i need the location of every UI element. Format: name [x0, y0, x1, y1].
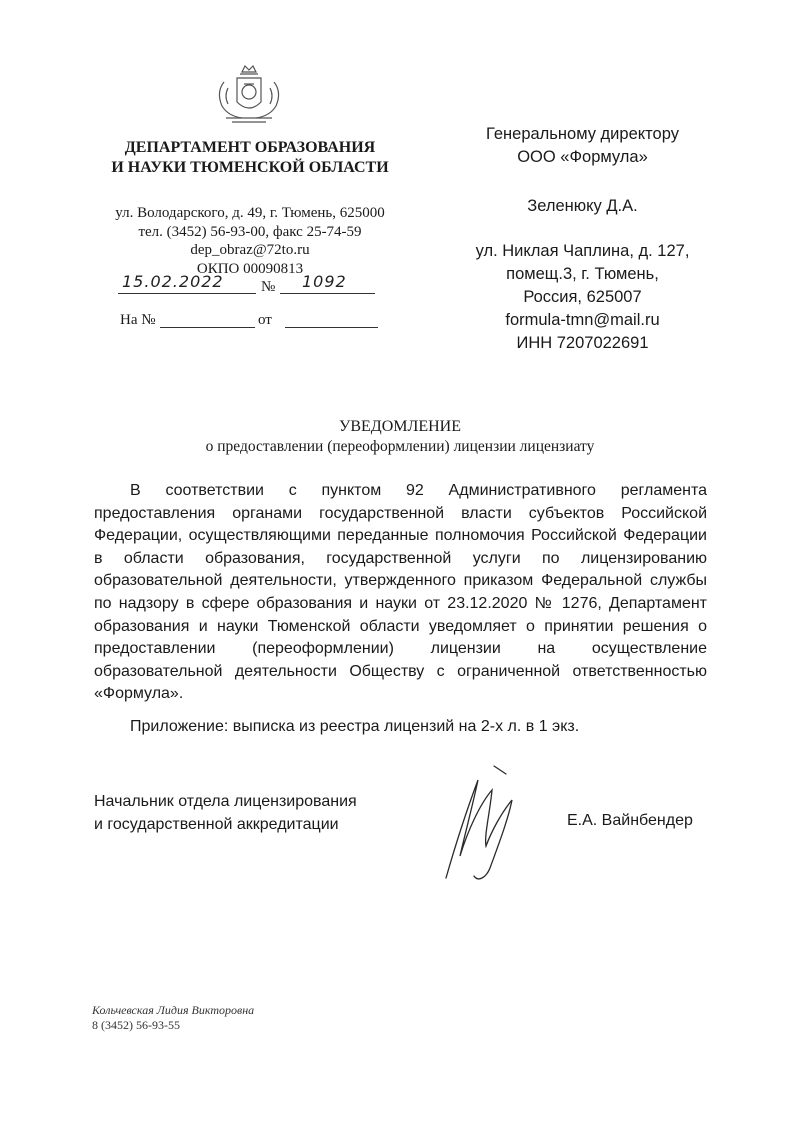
- outgoing-number-field: [280, 272, 375, 294]
- recipient-inn: ИНН 7207022691: [516, 334, 649, 352]
- executor-phone: 8 (3452) 56-93-55: [92, 1018, 180, 1032]
- number-sign: №: [261, 279, 276, 295]
- ref-label: На №: [120, 312, 156, 328]
- signer-name: Е.А. Вайнбендер: [567, 812, 693, 829]
- recipient-address-line3: Россия, 625007: [523, 288, 642, 306]
- sender-email: dep_obraz@72to.ru: [190, 242, 310, 258]
- sender-address: ул. Володарского, д. 49, г. Тюмень, 625000: [115, 205, 385, 221]
- sender-organization: [100, 138, 400, 178]
- recipient-title: Генеральному директору: [486, 125, 679, 143]
- sender-okpo: ОКПО 00090813: [196, 260, 304, 277]
- sender-phones: тел. (3452) 56-93-00, факс 25-74-59: [138, 223, 362, 240]
- org-name-line1: ДЕПАРТАМЕНТ ОБРАЗОВАНИЯ: [124, 139, 376, 156]
- recipient-address-line2: помещ.3, г. Тюмень,: [506, 265, 659, 283]
- sender-contacts: [95, 204, 405, 278]
- recipient-company: ООО «Формула»: [517, 148, 648, 166]
- org-name-line2: И НАУКИ ТЮМЕНСКОЙ ОБЛАСТИ: [111, 159, 389, 176]
- notice-subtitle: о предоставлении (переоформлении) лицензии лицензиату: [205, 438, 595, 455]
- recipient-address-line1: ул. Никлая Чаплина, д. 127,: [475, 242, 690, 260]
- recipient-name: Зеленюку Д.А.: [527, 197, 638, 215]
- outgoing-number: 1092: [302, 272, 347, 291]
- ref-number-blank: [160, 310, 255, 328]
- handwritten-signature: [440, 760, 545, 885]
- notice-body: В соответствии с пунктом 92 Административного регламента предоставления органами государственной власти субъектов Российской Федерации, осуществляющими переданные полномочия Российской Федерации в области образования, государственной услуги по лицензированию образовательной деятельности, утвержденного приказом Федеральной службы по надзору в сфере образования и науки от 23.12.2020 № 1276, Департамент образования и науки Тюменской области уведомляет о принятии решения о предоставлении (переоформлении) лицензии на осуществление образовательной деятельности Обществу с ограниченной ответственностью «Формула».: [94, 482, 707, 703]
- executor-name: Кольчевская Лидия Викторовна: [92, 1003, 255, 1017]
- ref-from-label: от: [258, 312, 272, 328]
- attachment-note: Приложение: выписка из реестра лицензий на 2-х л. в 1 экз.: [130, 718, 580, 735]
- ref-date-blank: [285, 310, 378, 328]
- outgoing-date-field: [118, 272, 256, 294]
- signer-position-line2: и государственной аккредитации: [94, 816, 339, 833]
- outgoing-date: 15.02.2022: [122, 272, 224, 291]
- signer-position: [94, 790, 357, 836]
- recipient-block: [450, 123, 715, 355]
- coat-of-arms-icon: [212, 62, 286, 124]
- signer-position-line1: Начальник отдела лицензирования: [94, 793, 357, 810]
- recipient-email: formula-tmn@mail.ru: [505, 311, 660, 329]
- notice-title: УВЕДОМЛЕНИЕ: [339, 418, 461, 435]
- executor-info: [92, 1003, 254, 1033]
